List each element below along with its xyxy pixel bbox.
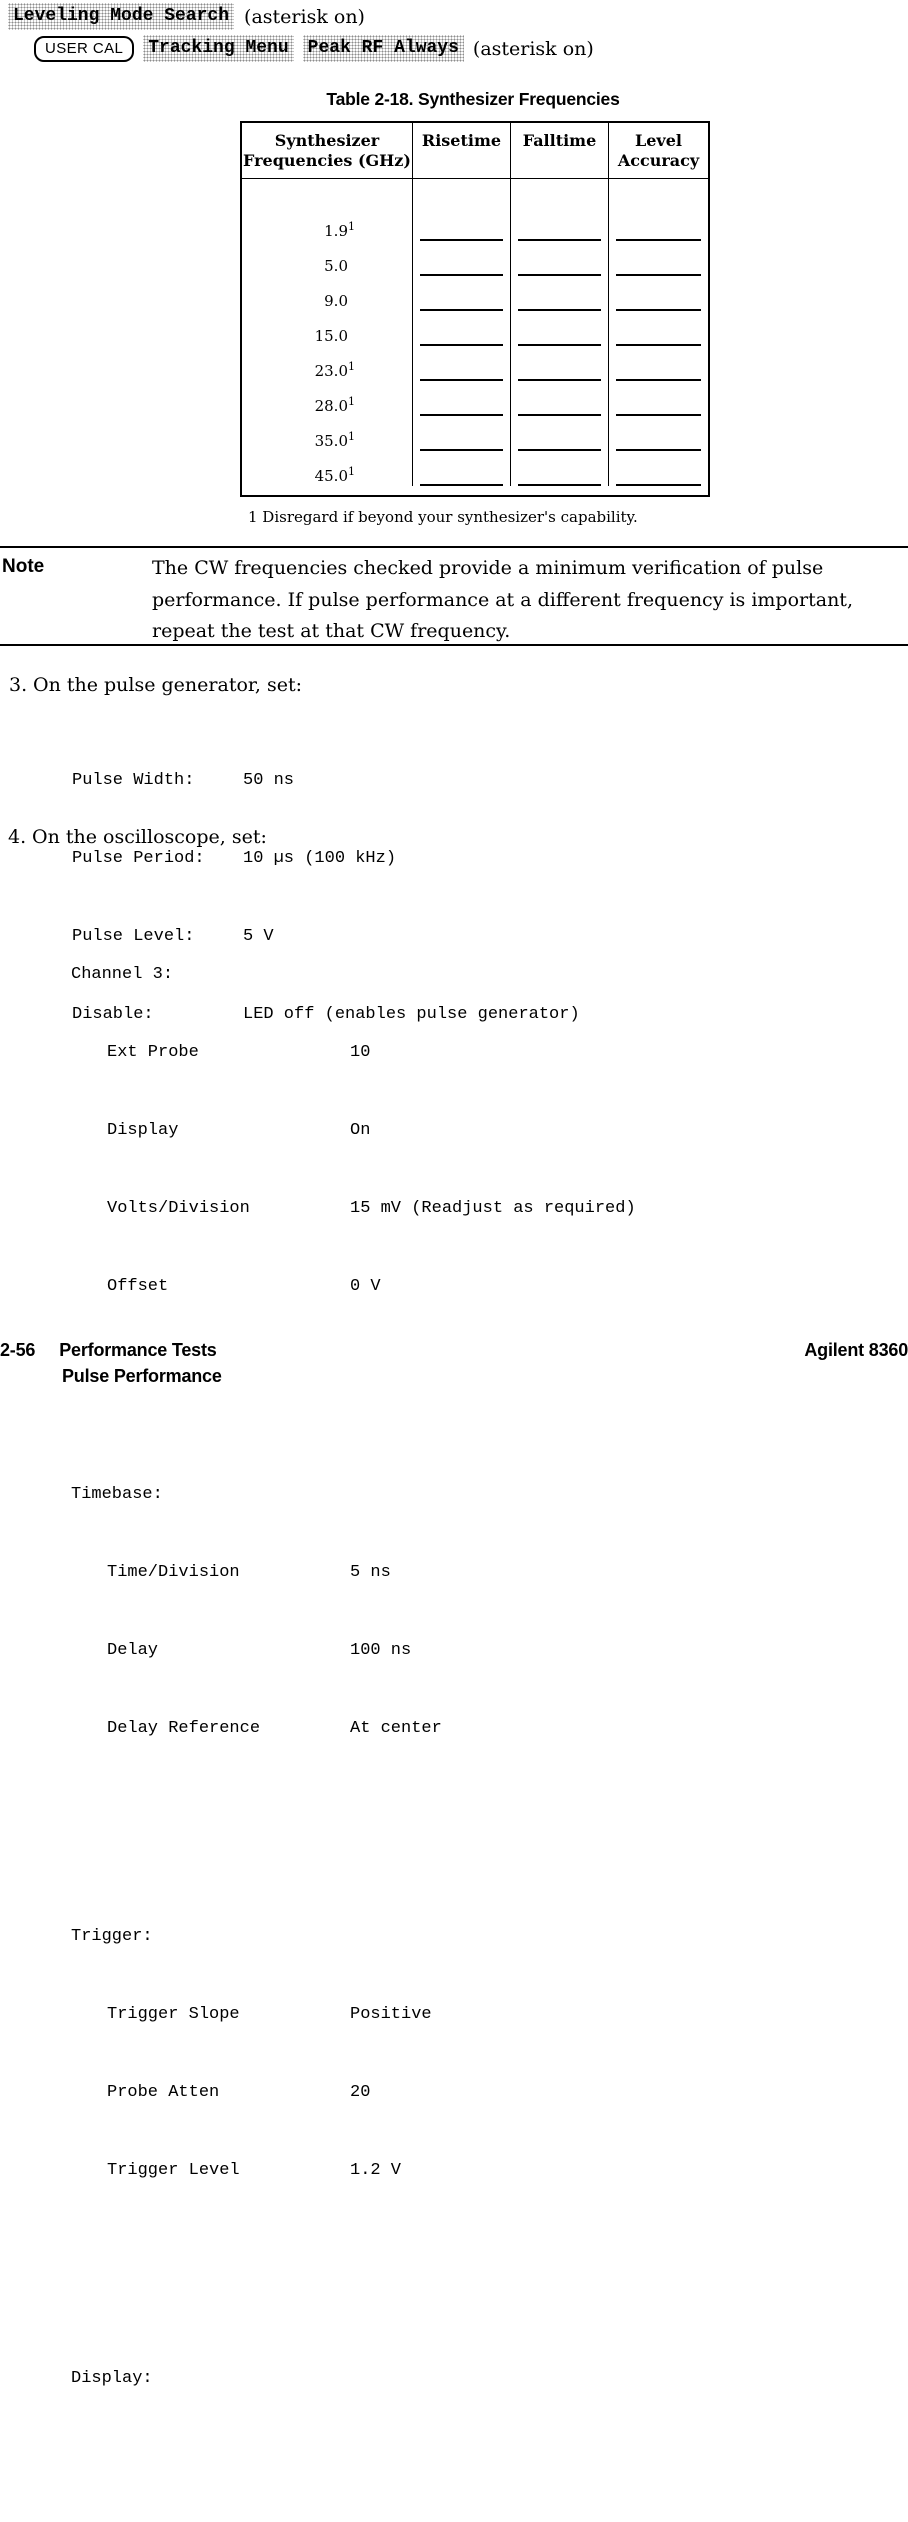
step-number: 3. (9, 674, 28, 696)
level-accuracy-blank-cell (608, 311, 708, 346)
frequency-value: 28.0 (314, 397, 348, 415)
fill-in-line (616, 484, 701, 486)
footer-subsection: Pulse Performance (62, 1366, 222, 1386)
note-text (152, 553, 853, 648)
header-line: Frequencies (GHz) (243, 151, 411, 170)
settings-group-timebase (71, 1430, 636, 1794)
setting-value: At center (350, 1719, 442, 1738)
asterisk-note-1: (asterisk on) (244, 5, 365, 28)
group-heading: Display: (71, 2369, 153, 2388)
setting-value: 1.2 V (350, 2161, 402, 2180)
level-accuracy-blank-cell (608, 179, 708, 241)
setting-row (71, 1196, 636, 1222)
risetime-blank-cell (412, 276, 510, 311)
note-label: Note (2, 556, 45, 577)
setting-row (72, 768, 580, 794)
fill-in-line (518, 484, 601, 486)
settings-group-trigger (71, 1872, 636, 2236)
frequency-value: 5.0 (324, 257, 348, 275)
note-rule-top (0, 546, 908, 548)
settings-group-channel-3 (71, 910, 636, 1352)
falltime-blank-cell (510, 179, 608, 241)
risetime-blank-cell (412, 346, 510, 381)
frequency-cell (242, 381, 412, 416)
asterisk-note-2: (asterisk on) (472, 37, 594, 60)
setting-value: 15 mV (Readjust as required) (350, 1199, 636, 1218)
setting-value: 10 µs (100 kHz) (243, 849, 397, 868)
risetime-blank-cell (412, 381, 510, 416)
note-line: The CW frequencies checked provide a minimum verification of pulse (152, 557, 824, 579)
setting-label: Delay (107, 1641, 159, 1660)
frequency-cell (242, 416, 412, 451)
frequency-footnote-marker: 1 (348, 360, 355, 373)
falltime-blank-cell (510, 311, 608, 346)
frequency-cell (242, 346, 412, 381)
falltime-blank-cell (510, 451, 608, 486)
frequency-value: 1.9 (324, 222, 348, 240)
softkey-tracking-menu: Tracking Menu (143, 35, 293, 62)
setting-value: 10 (350, 1043, 371, 1062)
group-heading: Trigger: (71, 1927, 153, 1946)
setting-value: 5 ns (350, 1563, 391, 1582)
setting-row (71, 1118, 636, 1144)
falltime-blank-cell (510, 241, 608, 276)
setting-value: 100 ns (350, 1641, 412, 1660)
step-number: 4. (8, 826, 27, 848)
falltime-blank-cell (510, 276, 608, 311)
header-line: Synthesizer (274, 131, 380, 150)
setting-row (71, 2002, 636, 2028)
header-line: Falltime (522, 131, 597, 150)
setting-label: Disable: (72, 1005, 154, 1024)
frequency-cell (242, 276, 412, 311)
frequency-value: 35.0 (314, 432, 348, 450)
setting-label: Volts/Division (107, 1199, 250, 1218)
frequency-cell (242, 241, 412, 276)
setting-value: 50 ns (243, 771, 295, 790)
step-4 (8, 826, 267, 848)
setting-value: Positive (350, 2005, 432, 2024)
footer-section: Performance Tests (59, 1340, 217, 1360)
frequency-value: 23.0 (314, 362, 348, 380)
softkey-leveling-mode-search: Leveling Mode Search (8, 3, 234, 30)
risetime-blank-cell (412, 451, 510, 486)
softkey-peak-rf-always: Peak RF Always (303, 35, 464, 62)
frequency-footnote-marker: 1 (348, 430, 355, 443)
setting-label: Delay Reference (107, 1719, 261, 1738)
falltime-blank-cell (510, 346, 608, 381)
setting-label: Time/Division (107, 1563, 240, 1582)
frequency-value-wrap (315, 463, 356, 485)
group-heading: Channel 3: (71, 965, 174, 984)
frequency-value: 15.0 (314, 327, 348, 345)
frequency-value-wrap (315, 358, 356, 380)
setting-value: 0 V (350, 1277, 381, 1296)
risetime-blank-cell (412, 311, 510, 346)
table-header-synthesizer-frequencies (242, 123, 412, 179)
setting-label: Probe Atten (107, 2083, 220, 2102)
table-title: Table 2-18. Synthesizer Frequencies (326, 89, 620, 109)
setting-label: Trigger Slope (107, 2005, 240, 2024)
footer-left (0, 1340, 217, 1361)
risetime-blank-cell (412, 179, 510, 241)
level-accuracy-blank-cell (608, 416, 708, 451)
table-header-level-accuracy (608, 123, 708, 179)
note-rule-bottom (0, 644, 908, 646)
setting-row (71, 1274, 636, 1300)
setting-row (71, 1560, 636, 1586)
level-accuracy-blank-cell (608, 276, 708, 311)
falltime-blank-cell (510, 381, 608, 416)
step-text: On the oscilloscope, set: (32, 826, 267, 848)
risetime-blank-cell (412, 241, 510, 276)
oscilloscope-settings (71, 858, 636, 2522)
level-accuracy-blank-cell (608, 451, 708, 486)
level-accuracy-blank-cell (608, 346, 708, 381)
group-heading: Timebase: (71, 1485, 163, 1504)
synthesizer-frequencies-table (240, 121, 710, 497)
procedure-line-1 (8, 3, 365, 30)
page-footer (0, 1340, 908, 1387)
user-cal-keycap: USER CAL (34, 36, 134, 62)
table-header-risetime (412, 123, 510, 179)
frequency-cell (242, 311, 412, 346)
fill-in-line (420, 484, 503, 486)
setting-label: Display (107, 1121, 179, 1140)
footer-row-1 (0, 1340, 908, 1361)
setting-value: 5 V (243, 927, 274, 946)
setting-row (71, 1638, 636, 1664)
setting-value: On (350, 1121, 371, 1140)
level-accuracy-blank-cell (608, 381, 708, 416)
procedure-line-2 (34, 35, 594, 62)
setting-label: Offset (107, 1277, 169, 1296)
frequency-value-wrap (315, 393, 356, 415)
note-line: repeat the test at that CW frequency. (152, 620, 511, 642)
frequency-value-wrap (315, 328, 356, 345)
frequency-value-wrap (315, 428, 356, 450)
setting-value: LED off (enables pulse generator) (243, 1005, 580, 1024)
setting-label: Trigger Level (107, 2161, 240, 2180)
step-3 (9, 674, 302, 696)
setting-row (71, 1040, 636, 1066)
risetime-blank-cell (412, 416, 510, 451)
setting-label: Ext Probe (107, 1043, 199, 1062)
note-line: performance. If pulse performance at a different frequency is important, (152, 588, 853, 611)
setting-row (71, 1716, 636, 1742)
frequency-cell (242, 179, 412, 241)
frequency-value-wrap (324, 258, 356, 275)
frequency-value: 9.0 (324, 292, 348, 310)
header-line: Accuracy (617, 151, 700, 170)
setting-row (71, 2158, 636, 2184)
header-line: Level (635, 131, 682, 150)
header-line: Risetime (421, 131, 502, 150)
frequency-footnote-marker: 1 (348, 220, 355, 233)
frequency-value-wrap (324, 293, 356, 310)
setting-row (71, 2080, 636, 2106)
falltime-blank-cell (510, 416, 608, 451)
setting-label: Pulse Period: (72, 849, 205, 868)
setting-label: Pulse Width: (72, 771, 195, 790)
settings-group-display (71, 2314, 636, 2444)
footer-right: Agilent 8360 (804, 1340, 908, 1360)
level-accuracy-blank-cell (608, 241, 708, 276)
frequency-footnote-marker: 1 (348, 395, 355, 408)
setting-value: 20 (350, 2083, 371, 2102)
frequency-footnote-marker: 1 (348, 465, 355, 478)
frequency-value-wrap (324, 218, 356, 240)
frequency-value: 45.0 (314, 467, 348, 485)
frequency-cell (242, 451, 412, 486)
step-text: On the pulse generator, set: (33, 674, 302, 696)
table-footnote: 1 Disregard if beyond your synthesizer's capability. (248, 508, 638, 526)
table-header-falltime (510, 123, 608, 179)
setting-label: Pulse Level: (72, 927, 195, 946)
page-number: 2-56 (0, 1340, 36, 1360)
